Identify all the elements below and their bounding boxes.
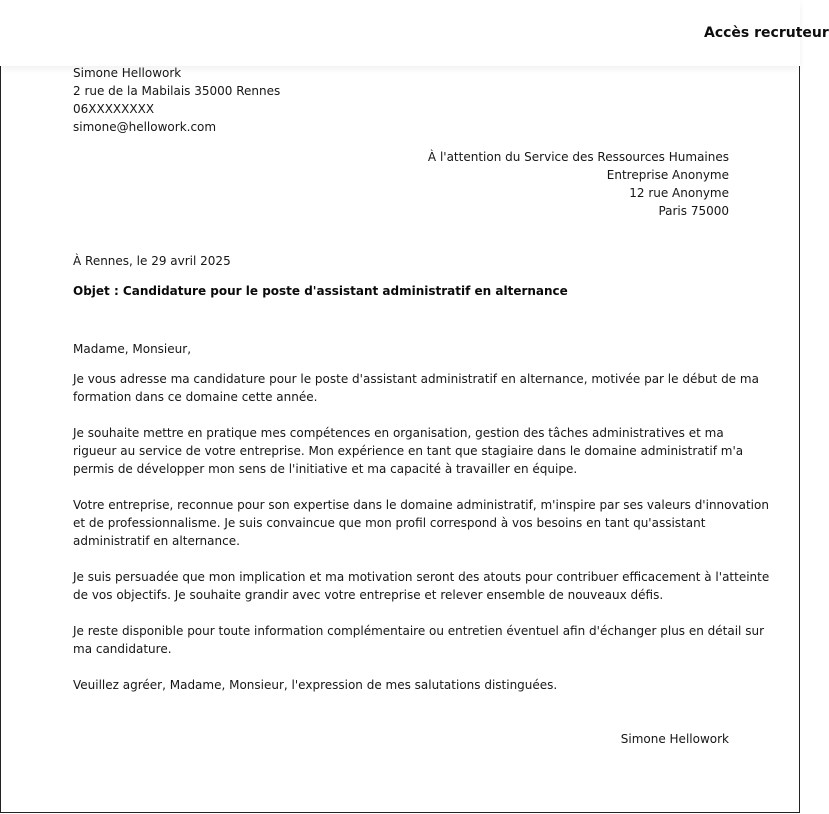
sender-phone: 06XXXXXXXX bbox=[73, 102, 155, 116]
recipient-attention: À l'attention du Service des Ressources Humaines bbox=[427, 150, 729, 164]
paragraph-line: formation dans ce domaine cette année. bbox=[73, 390, 318, 404]
paragraph-line: ma candidature. bbox=[73, 642, 172, 656]
recipient-street: 12 rue Anonyme bbox=[629, 186, 729, 200]
cover-letter-preview bbox=[0, 66, 800, 813]
place-date: À Rennes, le 29 avril 2025 bbox=[73, 254, 231, 268]
signature: Simone Hellowork bbox=[620, 732, 729, 746]
sender-email: simone@hellowork.com bbox=[73, 120, 217, 134]
paragraph-line: Je souhaite mettre en pratique mes compétences en organisation, gestion des tâches administratives et ma bbox=[73, 426, 724, 440]
recipient-company: Entreprise Anonyme bbox=[606, 168, 729, 182]
closing-formula: Veuillez agréer, Madame, Monsieur, l'expression de mes salutations distinguées. bbox=[73, 678, 558, 692]
top-navigation-bar bbox=[0, 0, 829, 66]
letter-subject: Objet : Candidature pour le poste d'assistant administratif en alternance bbox=[73, 284, 568, 298]
paragraph-line: permis de développer mon sens de l'initiative et ma capacité à travailler en équipe. bbox=[73, 462, 578, 476]
paragraph-line: Je reste disponible pour toute information complémentaire ou entretien éventuel afin d'échanger plus en détail sur bbox=[73, 624, 764, 638]
recruiter-access-link[interactable]: Accès recruteur bbox=[704, 25, 829, 41]
sender-address: 2 rue de la Mabilais 35000 Rennes bbox=[73, 84, 281, 98]
paragraph-line: Votre entreprise, reconnue pour son expertise dans le domaine administratif, m'inspire par ses valeurs d'innovation bbox=[73, 498, 769, 512]
salutation: Madame, Monsieur, bbox=[73, 342, 192, 356]
recipient-city: Paris 75000 bbox=[658, 204, 729, 218]
sender-name: Simone Hellowork bbox=[73, 66, 182, 80]
paragraph-line: de vos objectifs. Je souhaite grandir avec votre entreprise et relever ensemble de nouveaux défis. bbox=[73, 588, 664, 602]
paragraph-line: et de professionnalisme. Je suis convaincue que mon profil correspond à vos besoins en tant qu'assistant bbox=[73, 516, 706, 530]
paragraph-line: rigueur au service de votre entreprise. Mon expérience en tant que stagiaire dans le domaine administratif m'a bbox=[73, 444, 744, 458]
paragraph-line: Je vous adresse ma candidature pour le poste d'assistant administratif en alternance, motivée par le début de ma bbox=[73, 372, 759, 386]
paragraph-line: Je suis persuadée que mon implication et ma motivation seront des atouts pour contribuer efficacement à l'atteinte bbox=[73, 570, 770, 584]
paragraph-line: administratif en alternance. bbox=[73, 534, 240, 548]
